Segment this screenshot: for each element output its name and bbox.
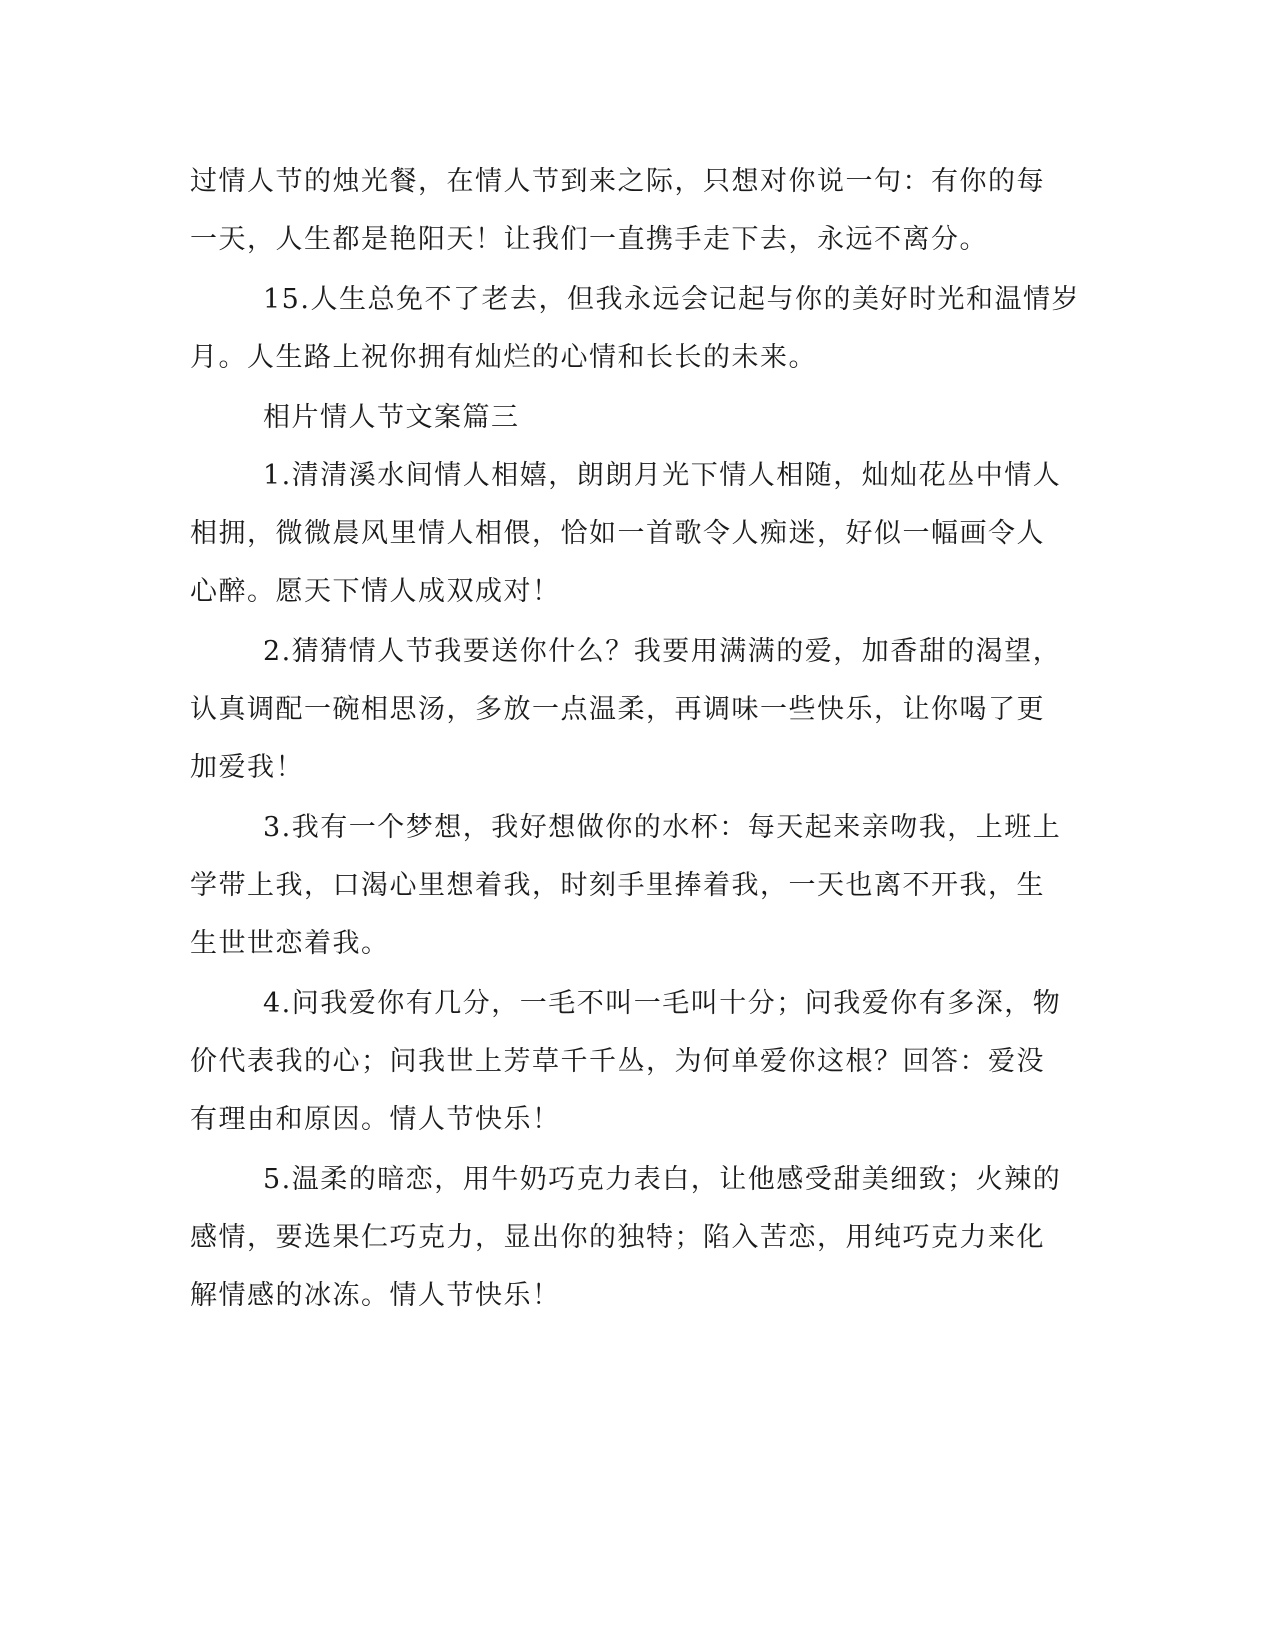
paragraph-3-line: 3.我有一个梦想，我好想做你的水杯：每天起来亲吻我，上班上 bbox=[263, 812, 1062, 843]
text-line: 学带上我，口渴心里想着我，时刻手里捧着我，一天也离不开我，生 bbox=[190, 870, 1045, 901]
text-line: 感情，要选果仁巧克力，显出你的独特；陷入苦恋，用纯巧克力来化 bbox=[190, 1222, 1045, 1253]
text-line: 有理由和原因。情人节快乐！ bbox=[190, 1104, 561, 1135]
text-line: 价代表我的心；问我世上芳草千千丛，为何单爱你这根？回答：爱没 bbox=[190, 1046, 1045, 1077]
text-line: 加爱我！ bbox=[190, 752, 304, 783]
text-line: 心醉。愿天下情人成双成对！ bbox=[190, 576, 561, 607]
paragraph-15-line: 15.人生总免不了老去，但我永远会记起与你的美好时光和温情岁 bbox=[263, 284, 1080, 315]
paragraph-4-line: 4.问我爱你有几分，一毛不叫一毛叫十分；问我爱你有多深，物 bbox=[263, 988, 1062, 1019]
paragraph-1-line: 1.清清溪水间情人相嬉，朗朗月光下情人相随，灿灿花丛中情人 bbox=[263, 460, 1062, 491]
paragraph-5-line: 5.温柔的暗恋，用牛奶巧克力表白，让他感受甜美细致；火辣的 bbox=[263, 1164, 1062, 1195]
text-line: 一天，人生都是艳阳天！让我们一直携手走下去，永远不离分。 bbox=[190, 224, 988, 255]
paragraph-2-line: 2.猜猜情人节我要送你什么？我要用满满的爱，加香甜的渴望， bbox=[263, 636, 1062, 667]
text-line: 解情感的冰冻。情人节快乐！ bbox=[190, 1280, 561, 1311]
section-heading: 相片情人节文案篇三 bbox=[263, 402, 520, 433]
text-line: 相拥，微微晨风里情人相偎，恰如一首歌令人痴迷，好似一幅画令人 bbox=[190, 518, 1045, 549]
text-line: 月。人生路上祝你拥有灿烂的心情和长长的未来。 bbox=[190, 342, 817, 373]
text-line: 认真调配一碗相思汤，多放一点温柔，再调味一些快乐，让你喝了更 bbox=[190, 694, 1045, 725]
text-line: 过情人节的烛光餐，在情人节到来之际，只想对你说一句：有你的每 bbox=[190, 166, 1045, 197]
text-line: 生世世恋着我。 bbox=[190, 928, 390, 959]
